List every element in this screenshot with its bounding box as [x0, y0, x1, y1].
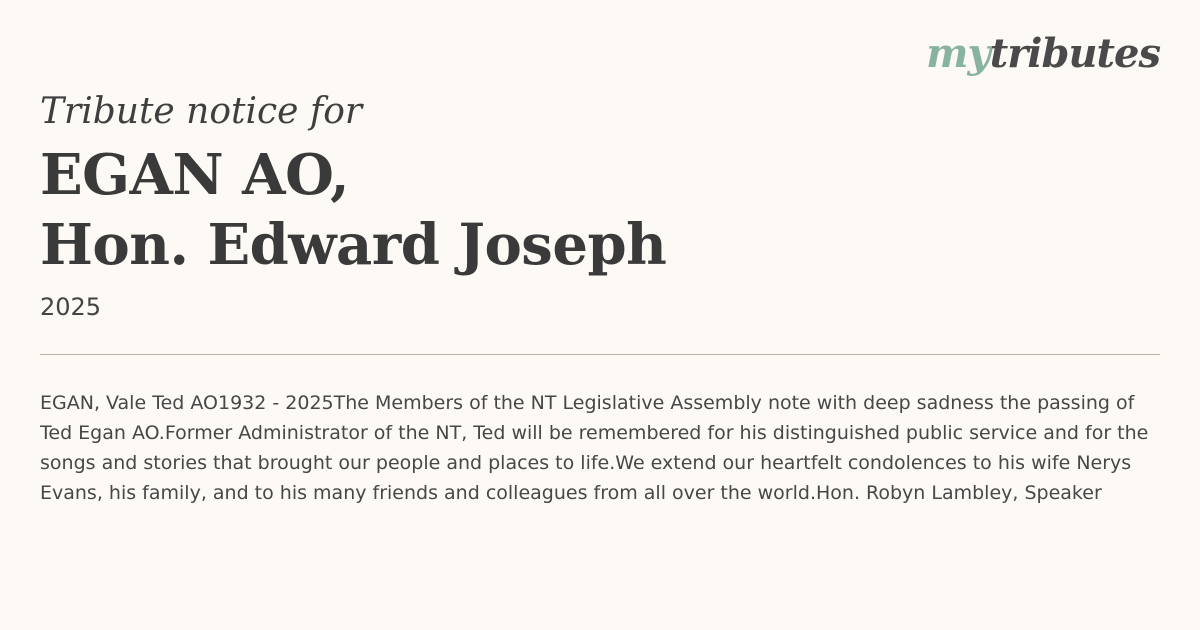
divider: [40, 354, 1160, 355]
mytributes-logo[interactable]: [926, 30, 1160, 77]
name-line-2: Hon. Edward Joseph: [40, 212, 667, 278]
tribute-year: 2025: [40, 293, 102, 321]
name-line-1: EGAN AO,: [40, 142, 350, 208]
logo-my: my: [926, 30, 990, 77]
logo-tributes: tributes: [989, 30, 1160, 77]
tribute-message: EGAN, Vale Ted AO1932 - 2025The Members of the NT Legislative Assembly note with deep sadness the passing of Ted Egan AO.Former Administrator of the NT, Ted will be remembered for his distinguished public service and for the songs and stories that brought our people and places to life.We extend our heartfelt condolences to his wife Nerys Evans, his family, and to his many friends and colleagues from all over the world.Hon. Robyn Lambley, Speaker: [40, 392, 1149, 504]
tribute-kicker: Tribute notice for: [40, 91, 363, 132]
deceased-name: [40, 140, 1040, 280]
